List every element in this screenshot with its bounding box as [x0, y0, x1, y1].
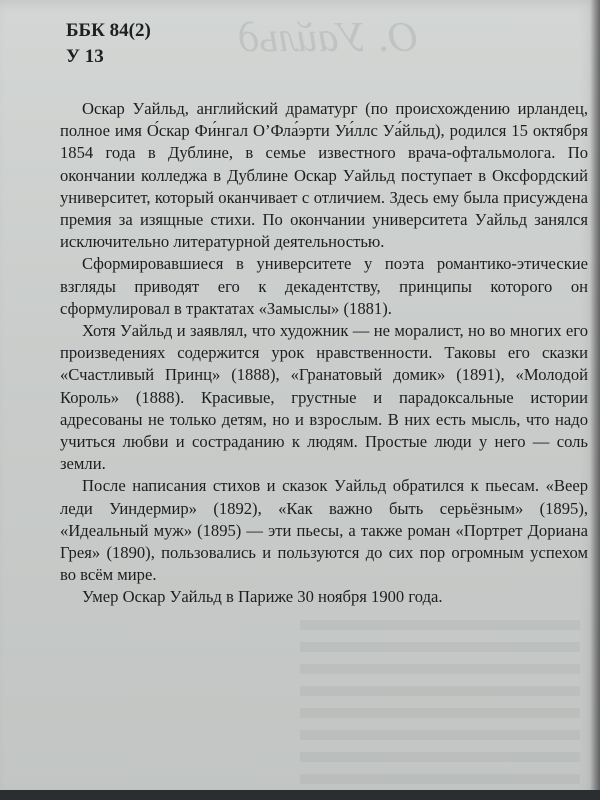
- classification-codes: [66, 18, 151, 70]
- page-bottom-edge: [0, 790, 600, 800]
- show-through-title: О. Уайльд: [238, 15, 419, 61]
- show-through-lines: [300, 620, 580, 790]
- paragraph-2: Сформировавшиеся в университете у поэта романтико-этические взгляды приводят его к декадентству, принципы которого он сформулировал в трактатах «Замыслы» (1881).: [60, 254, 588, 318]
- paragraph-3: Хотя Уайльд и заявлял, что художник — не моралист, но во многих его произведениях содержится урок нравственности. Таковы его сказки «Счастливый Принц» (1888), «Гранатовый домик» (1891), «Молодой Король» (1888). Красивые, грустные и парадоксальные истории адресованы не только детям, но и взрослым. В них есть мысль, что надо учиться любви и состраданию к людям. Простые люди у него — соль земли.: [60, 321, 588, 474]
- paragraph-4: После написания стихов и сказок Уайльд обратился к пьесам. «Веер леди Уиндермир» (1892), «Как важно быть серьёзным» (1895), «Идеальный муж» (1895) — эти пьесы, а также роман «Портрет Дориана Грея» (1890), пользовались и пользуются до сих пор огромным успехом во всём мире.: [60, 476, 588, 585]
- paragraph-5: Умер Оскар Уайльд в Париже 30 ноября 1900 года.: [82, 587, 443, 607]
- bbk-code: ББК 84(2): [66, 20, 151, 41]
- page-edge-shadow: [590, 0, 600, 800]
- udc-code: У 13: [66, 46, 104, 67]
- paragraph-1: Оскар Уайльд, английский драматург (по происхождению ирландец, полное имя О́скар Фи́нгал О’Фла́эрти Уи́ллс Уа́йльд), родился 15 октября 1854 года в Дублине, в семье известного врача-офтальмолога. По окончании колледжа в Дублине Оскар Уайльд поступает в Оксфордский университет, который оканчивает с отличием. Здесь ему была присуждена премия за изящные стихи. По окончании университета Уайльд занялся исключительно литературной деятельностью.: [60, 99, 588, 252]
- biography-text: [60, 98, 588, 609]
